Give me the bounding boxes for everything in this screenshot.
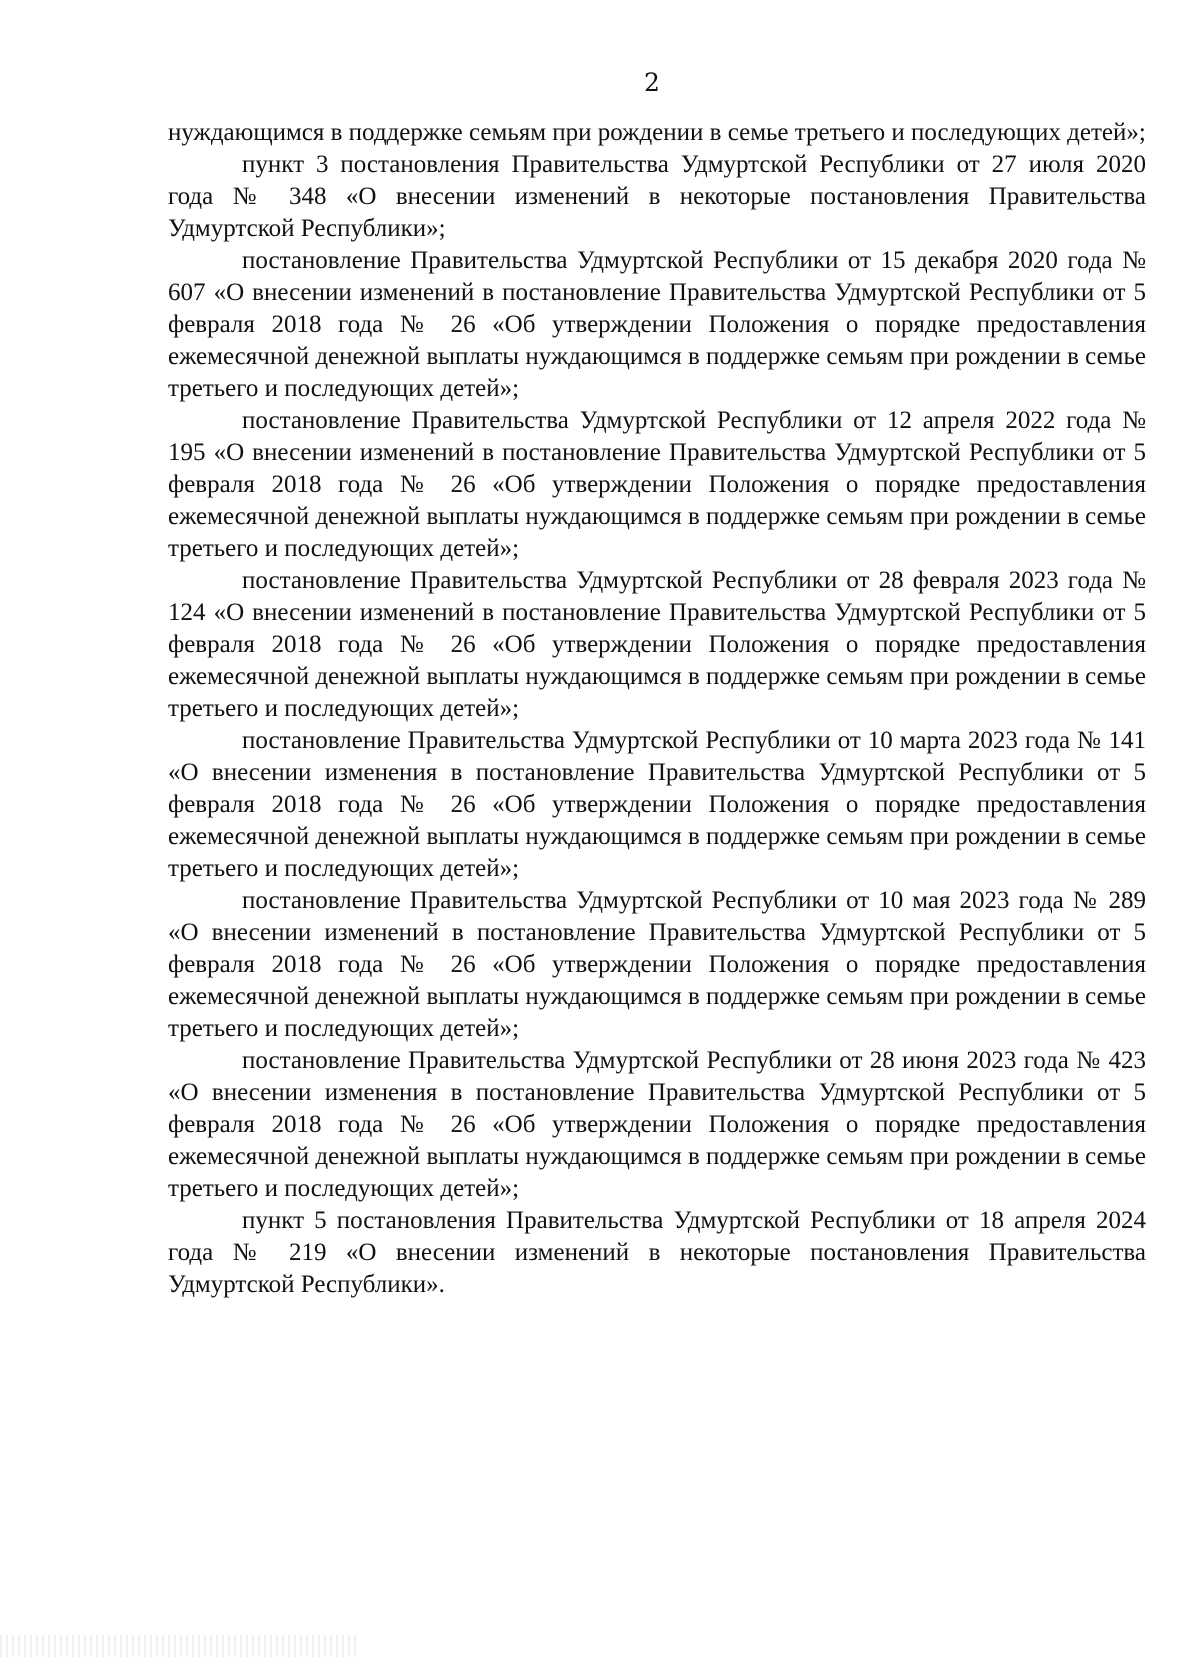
paragraph-item: постановление Правительства Удмуртской Республики от 15 декабря 2020 года № 607 «О внесении изменений в постановление Правительства Удмуртской Республики от 5 февраля 2018 года № 26 «Об утверждении Положения о порядке предоставления ежемесячной денежной выплаты нуждающимся в поддержке семьям при рождении в семье третьего и последующих детей»;	[168, 247, 1146, 402]
paragraph-item: постановление Правительства Удмуртской Республики от 28 февраля 2023 года № 124 «О внесении изменений в постановление Правительства Удмуртской Республики от 5 февраля 2018 года № 26 «Об утверждении Положения о порядке предоставления ежемесячной денежной выплаты нуждающимся в поддержке семьям при рождении в семье третьего и последующих детей»;	[168, 567, 1146, 722]
paragraph-item: постановление Правительства Удмуртской Республики от 12 апреля 2022 года № 195 «О внесении изменений в постановление Правительства Удмуртской Республики от 5 февраля 2018 года № 26 «Об утверждении Положения о порядке предоставления ежемесячной денежной выплаты нуждающимся в поддержке семьям при рождении в семье третьего и последующих детей»;	[168, 407, 1146, 562]
paragraph-item: постановление Правительства Удмуртской Республики от 10 марта 2023 года № 141 «О внесении изменения в постановление Правительства Удмуртской Республики от 5 февраля 2018 года № 26 «Об утверждении Положения о порядке предоставления ежемесячной денежной выплаты нуждающимся в поддержке семьям при рождении в семье третьего и последующих детей»;	[168, 727, 1146, 882]
paragraph-continuation: нуждающимся в поддержке семьям при рождении в семье третьего и последующих детей»;	[168, 119, 1146, 146]
paragraph-item: пункт 5 постановления Правительства Удмуртской Республики от 18 апреля 2024 года № 219 «О внесении изменений в некоторые постановления Правительства Удмуртской Республики».	[168, 1207, 1146, 1298]
paragraph-item: постановление Правительства Удмуртской Республики от 10 мая 2023 года № 289 «О внесении изменений в постановление Правительства Удмуртской Республики от 5 февраля 2018 года № 26 «Об утверждении Положения о порядке предоставления ежемесячной денежной выплаты нуждающимся в поддержке семьям при рождении в семье третьего и последующих детей»;	[168, 887, 1146, 1042]
paragraph-item: пункт 3 постановления Правительства Удмуртской Республики от 27 июля 2020 года № 348 «О внесении изменений в некоторые постановления Правительства Удмуртской Республики»;	[168, 151, 1146, 242]
page-number: 2	[644, 68, 660, 97]
document-body	[168, 117, 1146, 1301]
paragraph-item: постановление Правительства Удмуртской Республики от 28 июня 2023 года № 423 «О внесении изменения в постановление Правительства Удмуртской Республики от 5 февраля 2018 года № 26 «Об утверждении Положения о порядке предоставления ежемесячной денежной выплаты нуждающимся в поддержке семьям при рождении в семье третьего и последующих детей»;	[168, 1047, 1146, 1202]
scan-artifact	[0, 1635, 360, 1657]
